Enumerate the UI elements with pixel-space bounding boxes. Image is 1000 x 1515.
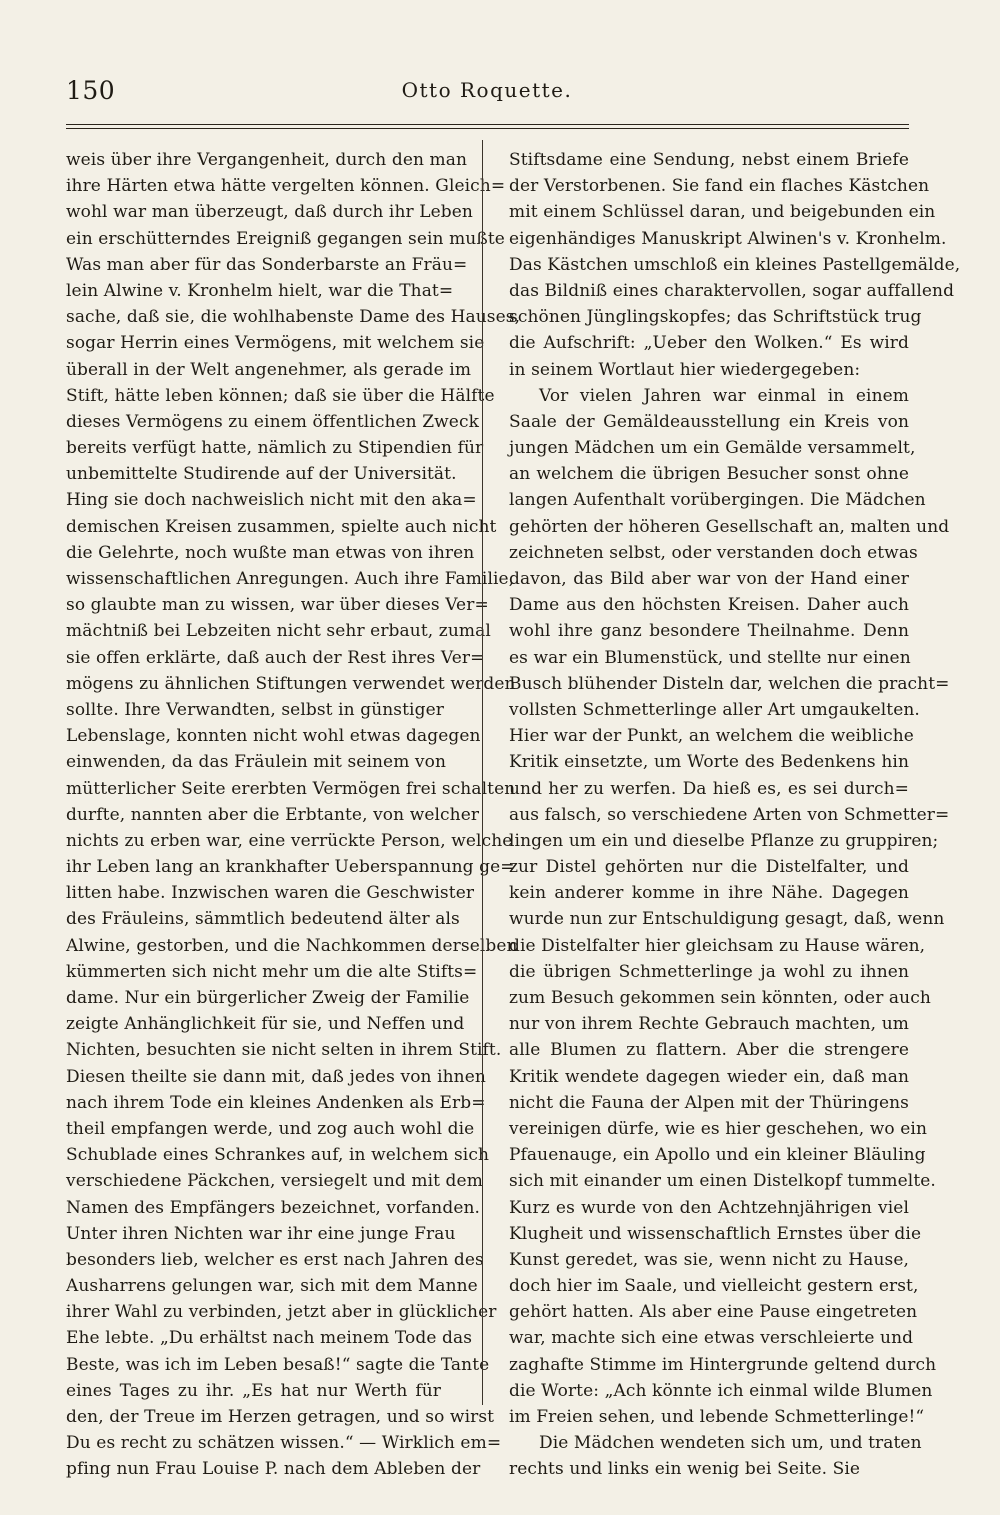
text-line: Die Mädchen wendeten sich um, und traten [539, 1433, 922, 1454]
text-line: nach ihrem Tode ein kleines Andenken als Erb= [66, 1092, 486, 1113]
text-line: einwenden, da das Fräulein mit seinem von [66, 752, 447, 773]
text-line: kümmerten sich nicht mehr um die alte Stifts= [66, 961, 478, 982]
text-line: wohl ihre ganz besondere Theilnahme. Denn [509, 621, 909, 642]
text-line: Pfauenauge, ein Apollo und ein kleiner Bläuling [509, 1145, 926, 1166]
text-line: dame. Nur ein bürgerlicher Zweig der Familie [66, 988, 470, 1008]
text-line: Beste, was ich im Leben besaß!“ sagte die Tante [66, 1354, 490, 1375]
text-line: so glaubte man zu wissen, war über dieses Ver= [66, 595, 489, 616]
text-line: zeigte Anhänglichkeit für sie, und Neffen und [66, 1014, 465, 1035]
text-line: gehört hatten. Als aber eine Pause eingetreten [509, 1302, 918, 1323]
text-line: war, machte sich eine etwas verschleierte und [509, 1328, 914, 1349]
text-line: und her zu werfen. Da hieß es, es sei durch= [509, 778, 909, 799]
text-line: kein anderer komme in ihre Nähe. Dagegen [509, 883, 909, 904]
text-line: Dame aus den höchsten Kreisen. Daher auch [509, 595, 909, 616]
text-line: ihre Härten etwa hätte vergelten können. Gleich= [66, 176, 506, 197]
text-line: Kunst geredet, was sie, wenn nicht zu Hause, [509, 1249, 909, 1270]
text-line: in seinem Wortlaut hier wiedergegeben: [509, 359, 861, 380]
text-line: zur Distel gehörten nur die Distelfalter, und [509, 857, 909, 878]
text-line: vereinigen dürfe, wie es hier geschehen, wo ein [509, 1118, 928, 1139]
text-line: sollte. Ihre Verwandten, selbst in günstiger [66, 699, 444, 720]
text-line: theil empfangen werde, und zog auch wohl die [66, 1118, 475, 1139]
text-line: unbemittelte Studirende auf der Universität. [66, 464, 457, 485]
text-line: der Verstorbenen. Sie fand ein flaches Kästchen [509, 176, 930, 197]
text-line: sich mit einander um einen Distelkopf tummelte. [509, 1171, 936, 1192]
text-line: die Aufschrift: „Ueber den Wolken.“ Es wird [509, 333, 909, 354]
column-divider [482, 140, 483, 1405]
text-line: wissenschaftlichen Anregungen. Auch ihre Familie, [66, 569, 515, 589]
text-line: Nichten, besuchten sie nicht selten in ihrem Stift. [66, 1040, 502, 1061]
text-line: wohl war man überzeugt, daß durch ihr Leben [66, 202, 473, 223]
text-line: langen Aufenthalt vorübergingen. Die Mädchen [509, 490, 926, 511]
text-line: es war ein Blumenstück, und stellte nur einen [509, 647, 911, 668]
text-line: nicht die Fauna der Alpen mit der Thüringens [509, 1092, 909, 1113]
text-line: lingen um ein und dieselbe Pflanze zu gruppiren; [509, 830, 939, 851]
text-line: vollsten Schmetterlinge aller Art umgaukelten. [509, 699, 920, 720]
text-line: ein erschütterndes Ereigniß gegangen sein mußte [66, 228, 505, 249]
text-line: Das Kästchen umschloß ein kleines Pastellgemälde, [509, 254, 961, 275]
text-line: mütterlicher Seite ererbten Vermögen frei schalten [66, 778, 516, 799]
text-line: Kritik wendete dagegen wieder ein, daß man [509, 1066, 909, 1087]
text-line: Kurz es wurde von den Achtzehnjährigen viel [509, 1197, 909, 1218]
text-line: besonders lieb, welcher es erst nach Jahren des [66, 1249, 484, 1270]
text-line: schönen Jünglingskopfes; das Schriftstück trug [509, 307, 922, 328]
text-line: Lebenslage, konnten nicht wohl etwas dagegen [66, 726, 481, 747]
text-line: das Bildniß eines charaktervollen, sogar auffallend [509, 280, 955, 301]
text-line: die Gelehrte, noch wußte man etwas von ihren [66, 542, 475, 563]
text-line: nur von ihrem Rechte Gebrauch machten, um [509, 1014, 909, 1035]
text-line: Ehe lebte. „Du erhältst nach meinem Tode das [66, 1328, 473, 1349]
text-line: die Worte: „Ach könnte ich einmal wilde Blumen [509, 1380, 933, 1401]
text-line: sogar Herrin eines Vermögens, mit welchem sie [66, 333, 485, 354]
text-line: Unter ihren Nichten war ihr eine junge Frau [66, 1223, 456, 1244]
text-line: den, der Treue im Herzen getragen, und so wirst [66, 1407, 495, 1427]
text-line: Du es recht zu schätzen wissen.“ — Wirklich em= [66, 1433, 502, 1454]
text-line: rechts und links ein wenig bei Seite. Sie [509, 1459, 861, 1480]
text-line: die übrigen Schmetterlinge ja wohl zu ihnen [509, 961, 909, 982]
text-line: aus falsch, so verschiedene Arten von Schmetter= [509, 804, 950, 825]
text-line: Ausharrens gelungen war, sich mit dem Manne [66, 1276, 478, 1297]
text-line: pfing nun Frau Louise P. nach dem Ableben der [66, 1459, 481, 1480]
text-line: Hing sie doch nachweislich nicht mit den aka= [66, 490, 477, 511]
text-line: die Distelfalter hier gleichsam zu Hause wären, [509, 935, 926, 956]
text-line: weis über ihre Vergangenheit, durch den man [66, 150, 468, 170]
text-line: des Fräuleins, sämmtlich bedeutend älter als [66, 909, 460, 930]
text-line: Was man aber für das Sonderbarste an Fräu= [66, 254, 468, 275]
text-line: überall in der Welt angenehmer, als gerade im [66, 359, 472, 380]
text-line: Alwine, gestorben, und die Nachkommen derselben [66, 935, 518, 956]
text-line: zeichneten selbst, oder verstanden doch etwas [509, 542, 918, 563]
text-line: zaghafte Stimme im Hintergrunde geltend durch [509, 1354, 937, 1375]
text-line: Kritik einsetzte, um Worte des Bedenkens hin [509, 752, 909, 773]
text-line: durfte, nannten aber die Erbtante, von welcher [66, 804, 480, 825]
header-rule-thin [66, 124, 909, 125]
text-line: Busch blühender Disteln dar, welchen die pracht= [509, 673, 950, 694]
text-line: zum Besuch gekommen sein könnten, oder auch [509, 988, 931, 1008]
text-line: dieses Vermögens zu einem öffentlichen Zweck [66, 411, 479, 432]
text-line: an welchem die übrigen Besucher sonst ohne [509, 464, 909, 485]
text-line: Stift, hätte leben können; daß sie über die Hälfte [66, 385, 495, 406]
text-line: doch hier im Saale, und vielleicht gestern erst, [509, 1276, 919, 1297]
text-line: alle Blumen zu flattern. Aber die strengere [509, 1040, 909, 1061]
text-line: mögens zu ähnlichen Stiftungen verwendet werden [66, 673, 516, 694]
page-header [66, 74, 908, 110]
text-line: verschiedene Päckchen, versiegelt und mit dem [66, 1171, 483, 1192]
text-line: ihrer Wahl zu verbinden, jetzt aber in glücklicher [66, 1302, 497, 1323]
text-line: lein Alwine v. Kronhelm hielt, war die That= [66, 280, 454, 301]
text-line: Stiftsdame eine Sendung, nebst einem Briefe [509, 150, 909, 170]
text-line: wurde nun zur Entschuldigung gesagt, daß, wenn [509, 909, 945, 930]
text-line: sache, daß sie, die wohlhabenste Dame des Hauses, [66, 307, 521, 328]
page-number: 150 [66, 76, 116, 105]
text-line: mächtniß bei Lebzeiten nicht sehr erbaut, zumal [66, 621, 491, 642]
text-line: litten habe. Inzwischen waren die Geschwister [66, 883, 475, 904]
left-text-column [66, 147, 521, 1483]
text-line: demischen Kreisen zusammen, spielte auch nicht [66, 516, 497, 537]
text-line: eigenhändiges Manuskript Alwinen's v. Kronhelm. [509, 228, 947, 249]
text-line: gehörten der höheren Gesellschaft an, malten und [509, 516, 950, 537]
text-line: Diesen theilte sie dann mit, daß jedes von ihnen [66, 1066, 486, 1087]
text-line: nichts zu erben war, eine verrückte Person, welche [66, 830, 513, 851]
text-line: Klugheit und wissenschaftlich Ernstes über die [509, 1223, 922, 1244]
text-line: Vor vielen Jahren war einmal in einem [539, 385, 909, 406]
text-line: jungen Mädchen um ein Gemälde versammelt, [509, 438, 916, 459]
text-line: eines Tages zu ihr. „Es hat nur Werth für [66, 1380, 441, 1401]
text-line: sie offen erklärte, daß auch der Rest ihres Ver= [66, 647, 485, 668]
text-line: Hier war der Punkt, an welchem die weibliche [509, 726, 914, 747]
text-line: Namen des Empfängers bezeichnet, vorfanden. [66, 1197, 481, 1218]
header-rule-thick [66, 128, 909, 129]
text-line: Saale der Gemäldeausstellung ein Kreis von [509, 411, 909, 432]
text-line: bereits verfügt hatte, nämlich zu Stipendien für [66, 438, 484, 459]
text-line: davon, das Bild aber war von der Hand einer [509, 569, 909, 589]
text-line: ihr Leben lang an krankhafter Ueberspannung ge= [66, 857, 515, 878]
running-title: Otto Roquette. [401, 78, 573, 102]
text-line: mit einem Schlüssel daran, und beigebunden ein [509, 202, 936, 223]
text-line: Schublade eines Schrankes auf, in welchem sich [66, 1145, 490, 1166]
text-line: im Freien sehen, und lebende Schmetterlinge!“ [509, 1407, 925, 1427]
right-text-column [509, 147, 961, 1483]
